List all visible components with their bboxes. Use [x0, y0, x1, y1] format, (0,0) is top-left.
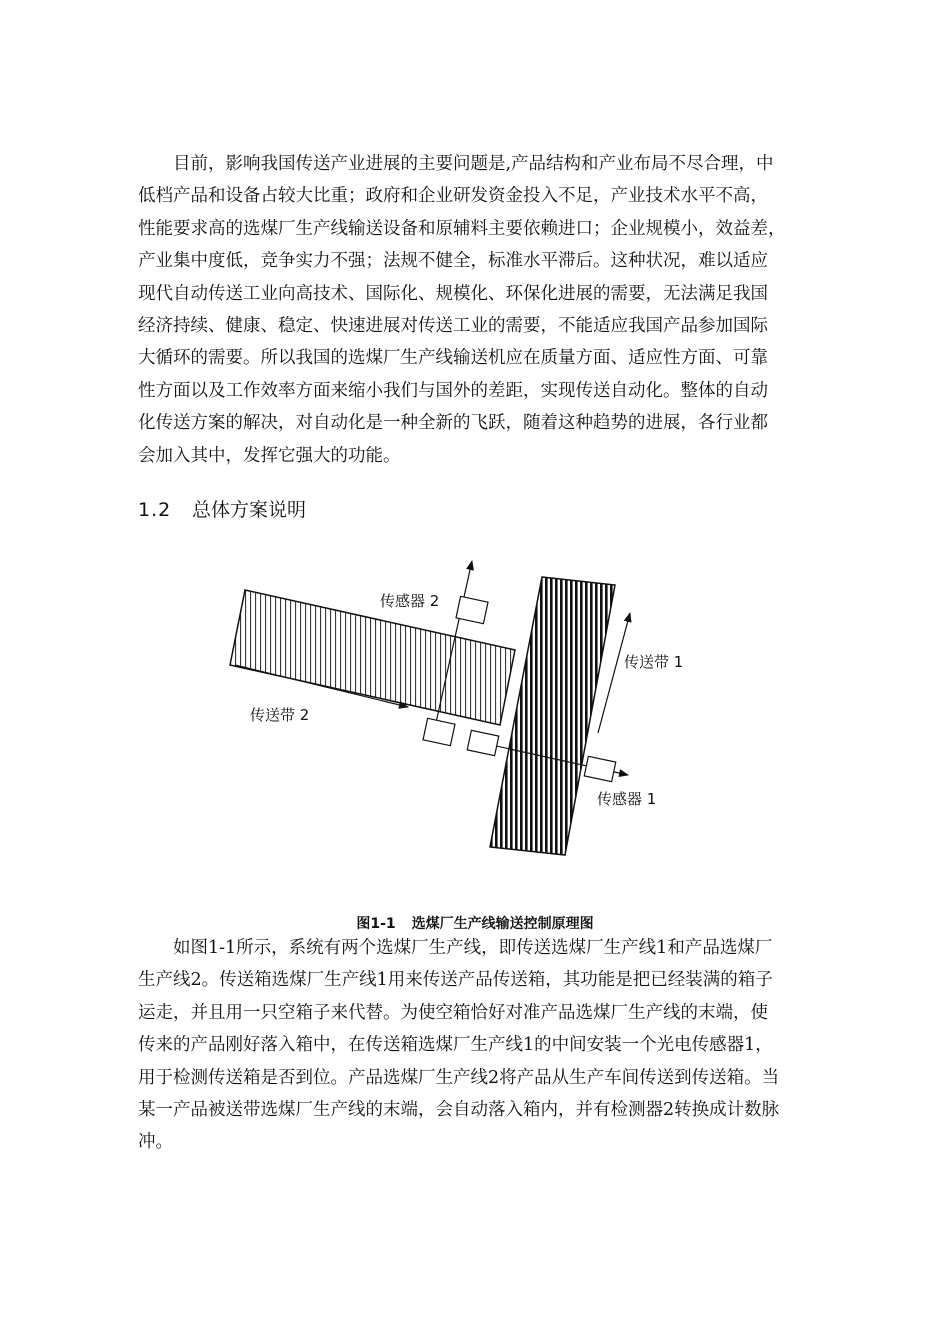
sensor-1-box-left [467, 730, 499, 755]
paragraph-line: 大循环的需要。所以我国的选煤厂生产线输送机应在质量方面、适应性方面、可靠 [138, 348, 768, 369]
conveyor-belt-1 [490, 577, 615, 855]
section-heading [138, 495, 306, 522]
paragraph-line: 如图1-1所示，系统有两个选煤厂生产线，即传送选煤厂生产线1和产品选煤厂 [173, 938, 773, 958]
paragraph-line: 产业集中度低，竞争实力不强；法规不健全，标准水平滞后。这种状况，难以适应 [138, 251, 768, 272]
conveyor-diagram [210, 555, 730, 895]
description-paragraph [138, 932, 843, 1159]
sensor-1-box-right [584, 756, 616, 781]
paragraph-line: 性能要求高的选煤厂生产线输送设备和原辅料主要依赖进口；企业规模小，效益差， [138, 218, 786, 239]
paragraph-line: 传来的产品刚好落入箱中，在传送箱选煤厂生产线1的中间安装一个光电传感器1， [138, 1035, 773, 1056]
paragraph-line: 会加入其中，发挥它强大的功能。 [138, 445, 401, 466]
paragraph-line: 经济持续、健康、稳定、快速进展对传送工业的需要，不能适应我国产品参加国际 [138, 315, 768, 336]
paragraph-line: 冲。 [138, 1132, 173, 1153]
figure-caption-text: 选煤厂生产线输送控制原理图 [411, 916, 594, 932]
paragraph-line: 低档产品和设备占较大比重；政府和企业研发资金投入不足，产业技术水平不高， [138, 186, 768, 207]
sensor-1-label: 传感器 1 [597, 790, 657, 808]
sensor-2-label: 传感器 2 [380, 592, 440, 610]
paragraph-line: 运走，并且用一只空箱子来代替。为使空箱恰好对准产品选煤厂生产线的末端，使 [138, 1002, 768, 1023]
paragraph-line: 目前，影响我国传送产业进展的主要问题是,产品结构和产业布局不尽合理，中 [173, 154, 774, 174]
figure-caption [0, 913, 950, 933]
conveyor-diagram-svg [210, 555, 730, 895]
section-number: 1.2 [138, 499, 172, 521]
figure-number: 图1-1 [356, 916, 396, 932]
section-title-text: 总体方案说明 [192, 499, 307, 521]
paragraph-line: 用于检测传送箱是否到位。产品选煤厂生产线2将产品从生产车间传送到传送箱。当 [138, 1067, 780, 1088]
sensor-2-box-bottom [423, 718, 455, 745]
paragraph-line: 性方面以及工作效率方面来缩小我们与国外的差距，实现传送自动化。整体的自动 [138, 380, 768, 401]
paragraph-line: 化传送方案的解决，对自动化是一种全新的飞跃，随着这种趋势的进展，各行业都 [138, 413, 768, 434]
belt-2-label: 传送带 2 [250, 706, 310, 724]
intro-paragraph [138, 148, 843, 472]
sensor-2-box-top [456, 596, 488, 623]
belt-1-label: 传送带 1 [624, 653, 684, 671]
paragraph-line: 某一产品被送带选煤厂生产线的末端，会自动落入箱内，并有检测器2转换成计数脉 [138, 1099, 780, 1120]
paragraph-line: 现代自动传送工业向高技术、国际化、规模化、环保化进展的需要，无法满足我国 [138, 283, 768, 304]
paragraph-line: 生产线2。传送箱选煤厂生产线1用来传送产品传送箱，其功能是把已经装满的箱子 [138, 970, 773, 991]
